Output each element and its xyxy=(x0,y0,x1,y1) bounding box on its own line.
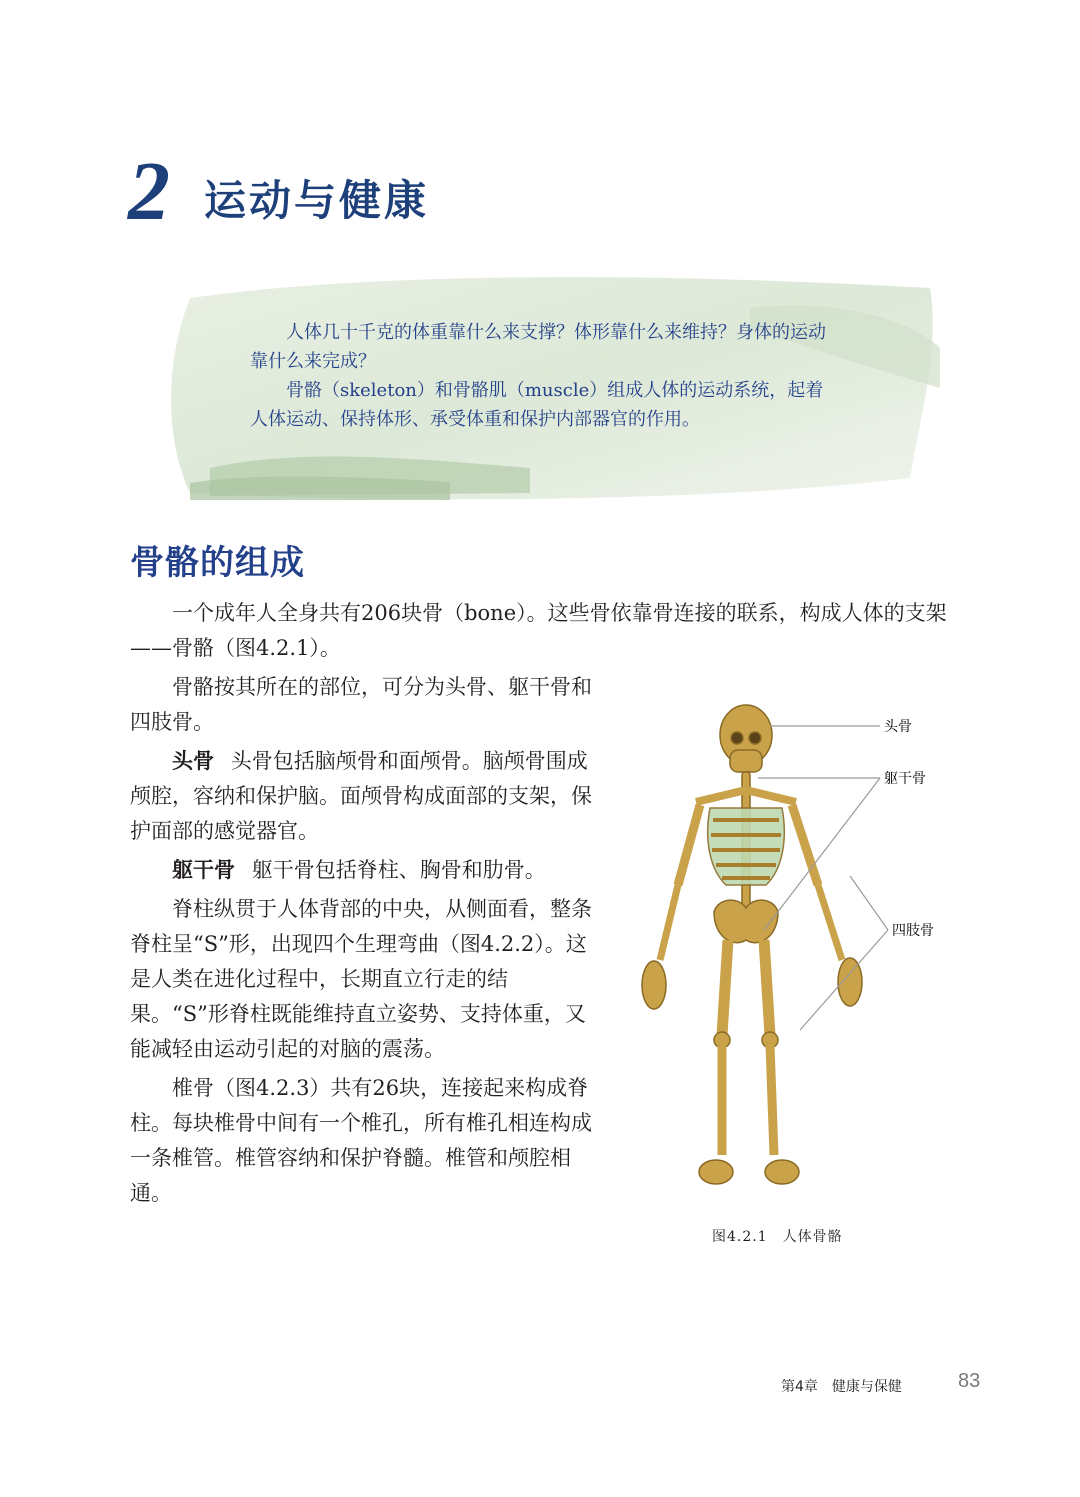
chapter-number: 2 xyxy=(128,145,170,238)
term-trunk: 躯干骨 xyxy=(172,858,235,882)
paragraph-trunk-text: 躯干骨包括脊柱、胸骨和肋骨。 xyxy=(251,858,546,882)
term-skull: 头骨 xyxy=(172,749,214,773)
paragraph-spine: 脊柱纵贯于人体背部的中央，从侧面看，整条脊柱呈“S”形，出现四个生理弯曲（图4.2.2）。这是人类在进化过程中，长期直立行走的结果。“S”形脊柱既能维持直立姿势、支持体重，又能减轻由运动引起的对脑的震荡。 xyxy=(130,897,592,1061)
intro-text xyxy=(250,318,840,434)
label-skull: 头骨 xyxy=(884,719,912,735)
paragraph-bone-categories: 骨骼按其所在的部位，可分为头骨、躯干骨和四肢骨。 xyxy=(130,675,592,734)
intro-line: 骨骼（skeleton）和骨骼肌（muscle）组成人体的运动系统，起着人体运动、保持体形、承受体重和保护内部器官的作用。 xyxy=(250,380,824,430)
label-trunk: 躯干骨 xyxy=(884,771,926,787)
label-limbs: 四肢骨 xyxy=(892,923,934,939)
page-number: 83 xyxy=(958,1370,981,1392)
chapter-title: 运动与健康 xyxy=(204,176,430,225)
intro-line: 人体几十千克的体重靠什么来支撑？体形靠什么来维持？身体的运动靠什么来完成？ xyxy=(250,322,826,372)
section-title: 骨骼的组成 xyxy=(130,543,305,583)
figure-caption: 图4.2.1 人体骨骼 xyxy=(712,1229,843,1245)
paragraph-skull-text: 头骨包括脑颅骨和面颅骨。脑颅骨围成颅腔，容纳和保护脑。面颅骨构成面部的支架，保护面部的感觉器官。 xyxy=(130,749,592,843)
paragraph-skull xyxy=(130,744,606,849)
paragraph-skeleton-intro: 一个成年人全身共有206块骨（bone）。这些骨依靠骨连接的联系，构成人体的支架——骨骼（图4.2.1）。 xyxy=(130,601,947,660)
body-column xyxy=(130,670,606,1215)
skeleton-illustration xyxy=(618,690,968,1210)
footer-chapter-title: 第4章 健康与保健 xyxy=(781,1379,902,1395)
paragraph-trunk xyxy=(130,853,606,888)
body-paragraph-full xyxy=(130,596,952,666)
paragraph-vertebrae: 椎骨（图4.2.3）共有26块，连接起来构成脊柱。每块椎骨中间有一个椎孔，所有椎孔相连构成一条椎管。椎管容纳和保护脊髓。椎管和颅腔相通。 xyxy=(130,1076,592,1205)
